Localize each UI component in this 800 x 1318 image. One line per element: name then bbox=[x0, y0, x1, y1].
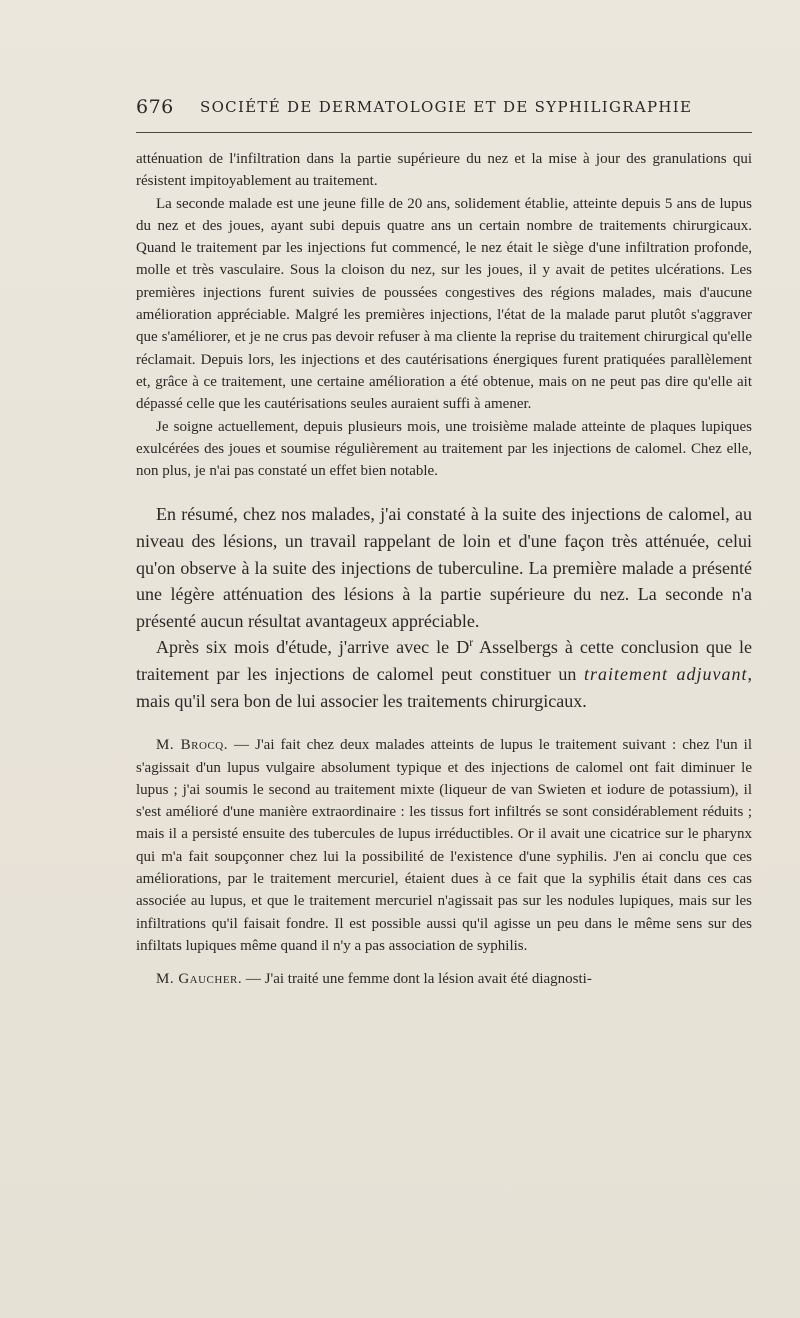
paragraph-conclusion bbox=[136, 634, 752, 714]
small-type-section bbox=[136, 148, 752, 482]
large-type-section bbox=[136, 501, 752, 714]
speaker-gaucher: M. Gaucher. bbox=[156, 971, 243, 988]
conclusion-emphasis: traitement adjuvant bbox=[583, 664, 748, 685]
header-rule bbox=[136, 132, 752, 133]
running-head: SOCIÉTÉ DE DERMATOLOGIE ET DE SYPHILIGRAPHIE bbox=[200, 98, 693, 116]
conclusion-part-a: Après six mois d'étude, j'arrive avec le D bbox=[156, 637, 470, 658]
conclusion-part-c: , mais qu'il sera bon de lui associer les traitements chirurgicaux. bbox=[136, 664, 752, 711]
doctor-abbrev-sup: r bbox=[469, 636, 474, 650]
paragraph-continuation: atténuation de l'infiltration dans la partie supérieure du nez et la mise à jour des granulations qui résistent impitoyablement au traitement. bbox=[136, 151, 752, 190]
conclusion-part-b: Asselbergs à cette conclusion que le traitement par les injections de calomel peut constituer un bbox=[136, 637, 752, 685]
page-number: 676 bbox=[136, 96, 174, 118]
page-header bbox=[136, 96, 752, 132]
speaker-brocq: M. Brocq. bbox=[156, 737, 228, 754]
paragraph-second-patient: La seconde malade est une jeune fille de 20 ans, solidement établie, atteinte depuis 5 ans de lupus du nez et des joues, ayant subi depuis quatre ans un certain nombre de traitements chirurgicaux. Quand le traitement par les injections fut commencé, le nez était le siège d'une infiltration profonde, molle et très vasculaire. Sous la cloison du nez, sur les joues, il y avait de petites ulcérations. Les premières injections furent suivies de poussées congestives des régions malades, mais d'aucune amélioration appréciable. Malgré les premières injections, l'état de la malade parut plutôt s'aggraver que s'améliorer, et je ne crus pas devoir refuser à ma cliente la reprise du traitement chirurgical qu'elle réclamait. Depuis lors, les injections et des cautérisations énergiques furent pratiquées parallèlement et, grâce à ce traitement, une certaine amélioration a été obtenue, mais on ne peut pas dire qu'elle ait dépassé celle que les cautérisations seules auraient suffi à amener. bbox=[136, 195, 752, 413]
paragraph-third-patient: Je soigne actuellement, depuis plusieurs mois, une troisième malade atteinte de plaques lupiques exulcérées des joues et soumise régulièrement au traitement par les injections de calomel. Chez elle, non plus, je n'ai pas constaté un effet bien notable. bbox=[136, 418, 752, 480]
paragraph-gaucher bbox=[136, 968, 752, 990]
paragraph-summary: En résumé, chez nos malades, j'ai constaté à la suite des injections de calomel, au niveau des lésions, un travail rappelant de loin et d'une façon très atténuée, celui qu'on observe à la suite des injections de tuberculine. La première malade a présenté une légère atténuation des lésions à la partie supérieure du nez. La seconde n'a présenté aucun résultat avantageux appréciable. bbox=[136, 504, 752, 631]
brocq-remarks: — J'ai fait chez deux malades atteints de lupus le traitement suivant : chez l'un il s'agissait d'un lupus vulgaire absolument typique et des injections de calomel ont fait diminuer le lupus ; j'ai soumis le second au traitement mixte (liqueur de van Swieten et iodure de potassium), il s'est amélioré d'une manière extraordinaire : les tissus fort infiltrés se sont considérablement réduits ; mais il a persisté ensuite des tubercules de lupus irréductibles. Or il avait une cicatrice sur le pharynx qui m'a fait soupçonner chez lui la possibilité de l'existence d'une syphilis. J'en ai conclu que ces améliorations, par le traitement mercuriel, étaient dues à ce fait que la syphilis était dans ces cas associée au lupus, et que le traitement mercuriel n'agissait pas sur les nodules lupiques, mais sur les infiltrations qu'il faisait fondre. Il est possible aussi qu'il agisse un peu dans le même sens sur des infiltats lupiques même quand il n'y a pas association de syphilis. bbox=[136, 737, 753, 954]
gaucher-remarks: — J'ai traité une femme dont la lésion avait été diagnosti- bbox=[242, 971, 592, 988]
discussion-section bbox=[136, 734, 752, 990]
page-body bbox=[136, 148, 752, 1001]
paragraph-brocq bbox=[136, 734, 752, 957]
